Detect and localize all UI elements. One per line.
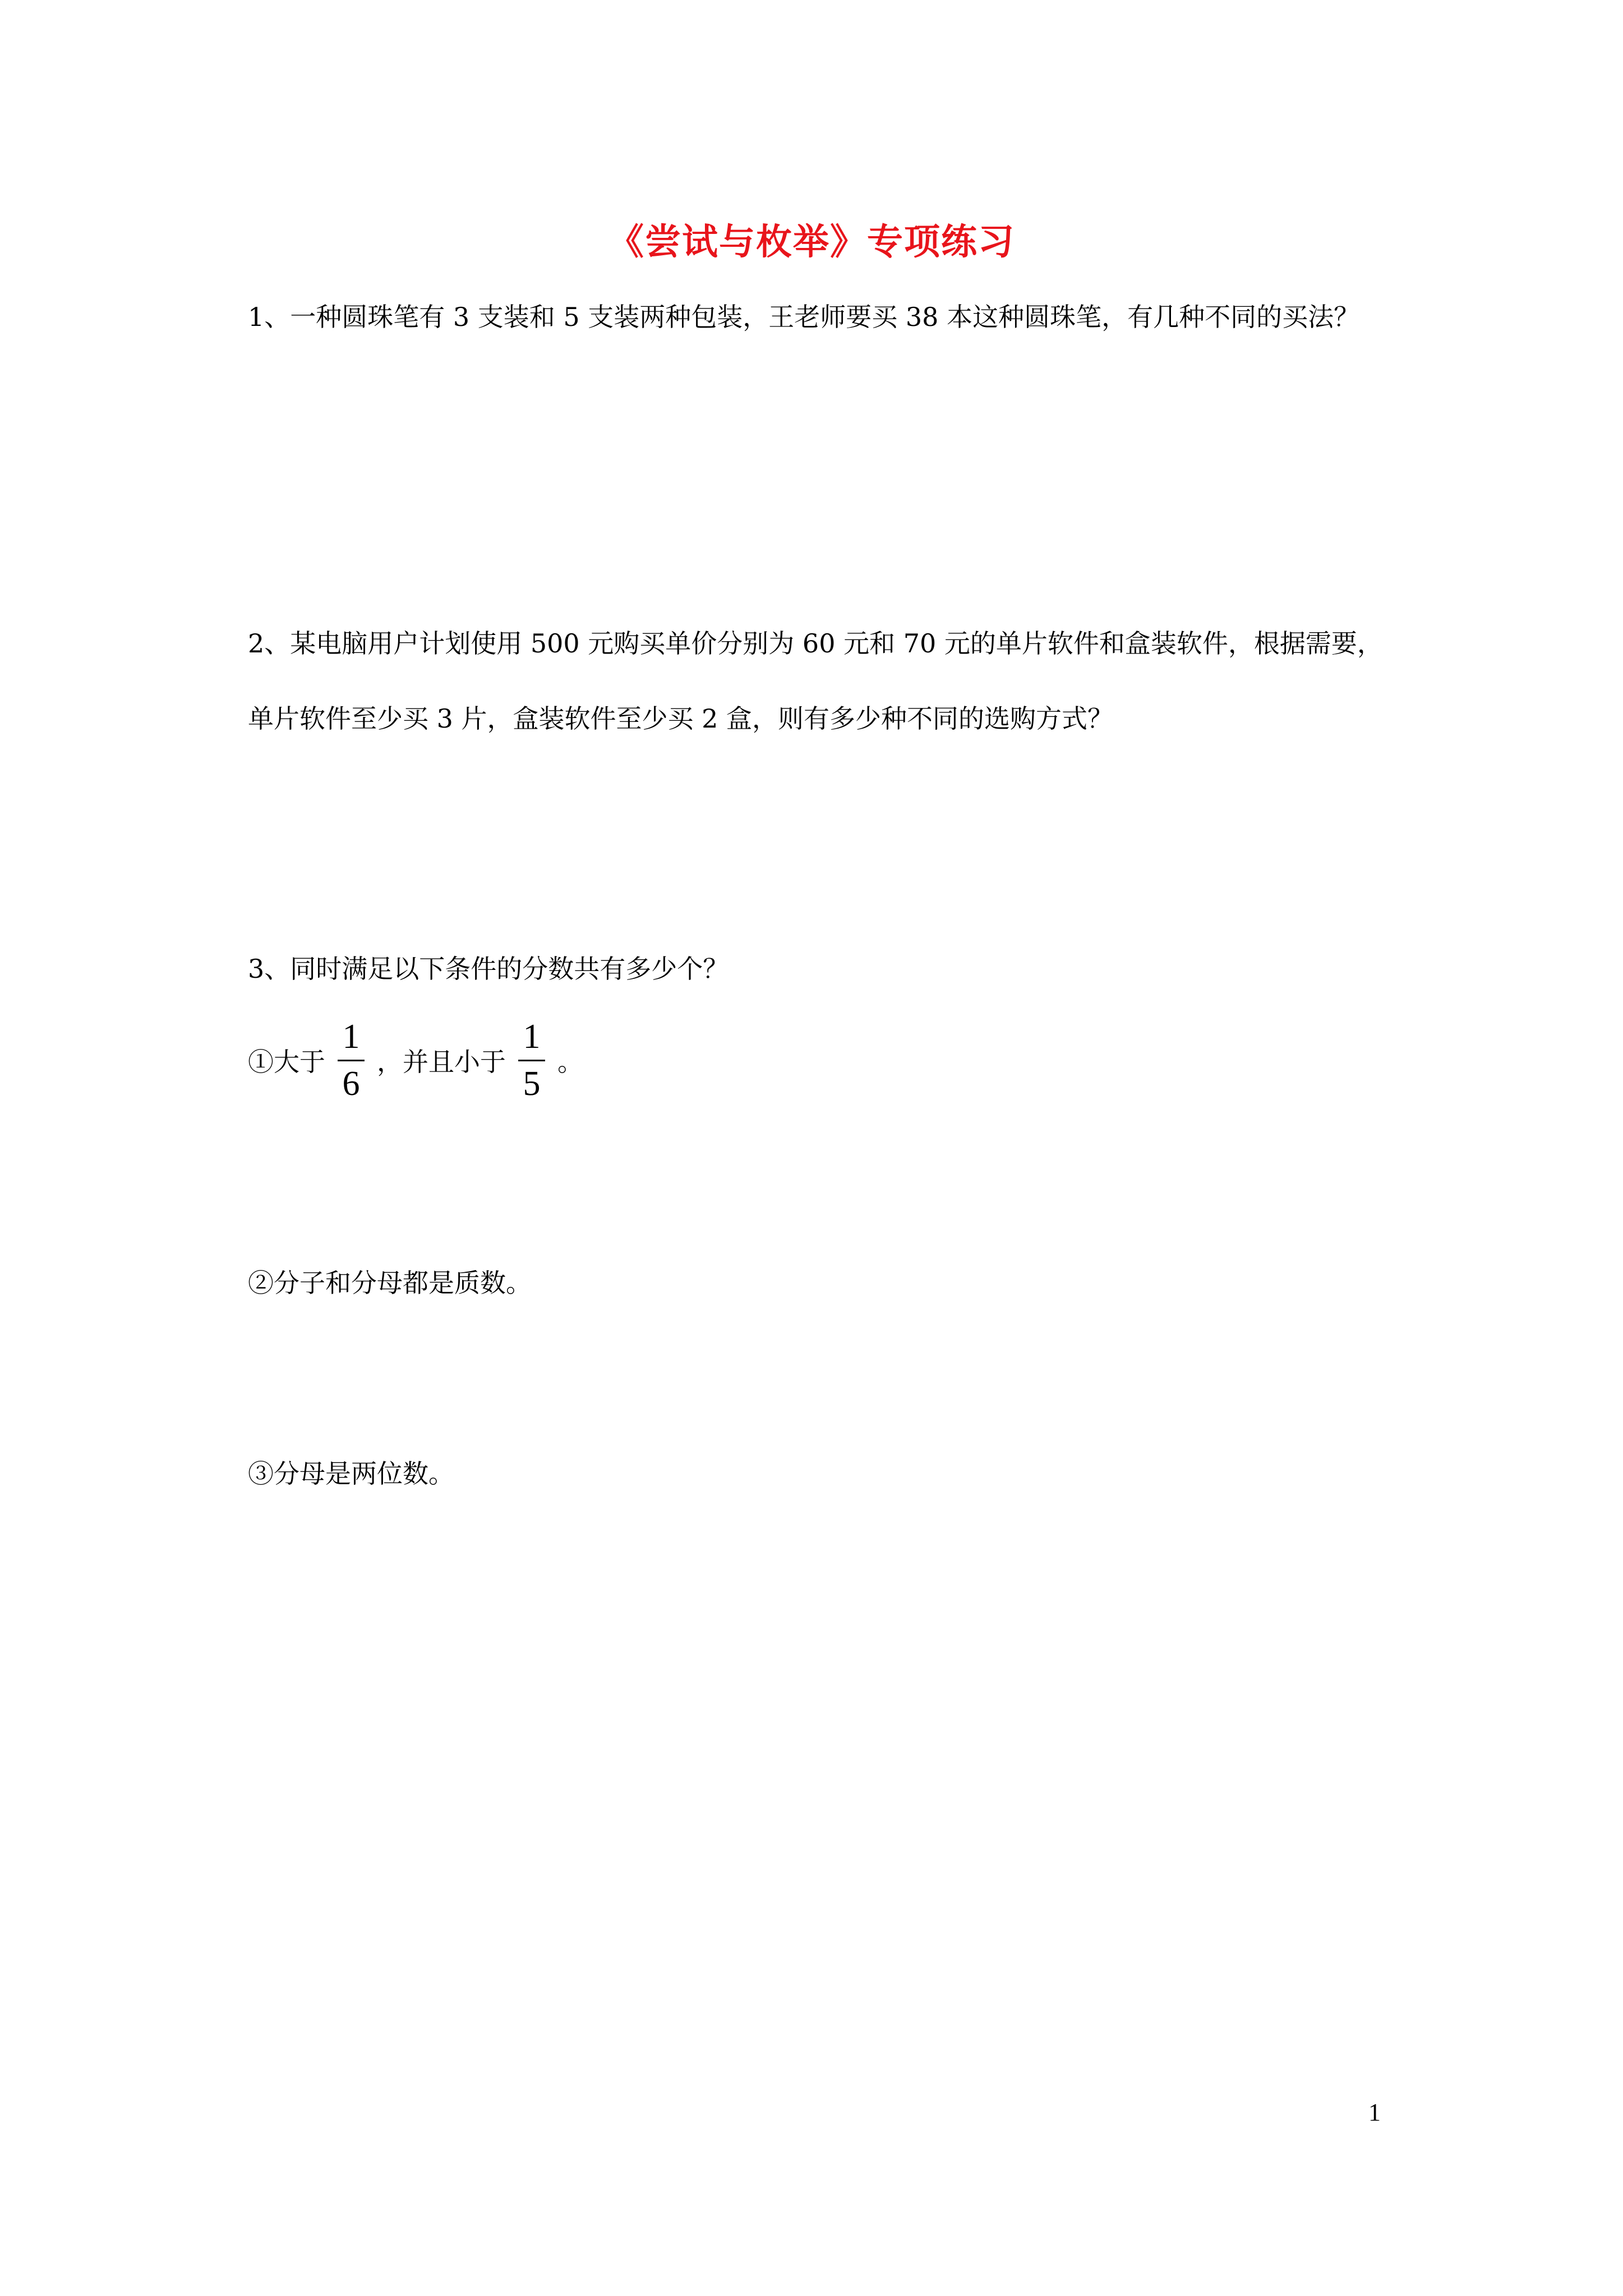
condition-1	[248, 1010, 583, 1111]
question-1: 1、一种圆珠笔有 3 支装和 5 支装两种包装，王老师要买 38 本这种圆珠笔，有几种不同的买法？	[248, 302, 1360, 332]
condition-2: ②分子和分母都是质数。	[248, 1268, 532, 1298]
condition-1-middle: ，并且小于	[377, 1047, 506, 1077]
question-3: 3、同时满足以下条件的分数共有多少个？	[248, 954, 729, 984]
fraction-one-sixth	[338, 1018, 365, 1102]
fraction-numerator: 1	[523, 1018, 541, 1056]
question-2: 2、某电脑用户计划使用 500 元购买单价分别为 60 元和 70 元的单片软件和盒装软件，根据需要，单片软件至少买 3 片，盒装软件至少买 2 盒，则有多少种不同的选购方式？	[248, 628, 1383, 734]
page-number: 1	[1368, 2099, 1381, 2126]
page-title: 《尝试与枚举》专项练习	[608, 221, 1015, 263]
fraction-denominator: 6	[342, 1064, 360, 1103]
condition-3: ③分母是两位数。	[248, 1458, 454, 1489]
fraction-one-fifth	[518, 1018, 545, 1102]
fraction-denominator: 5	[523, 1064, 541, 1103]
condition-1-suffix: 。	[557, 1047, 583, 1077]
fraction-numerator: 1	[342, 1018, 360, 1056]
condition-1-prefix: ①大于	[248, 1047, 325, 1077]
